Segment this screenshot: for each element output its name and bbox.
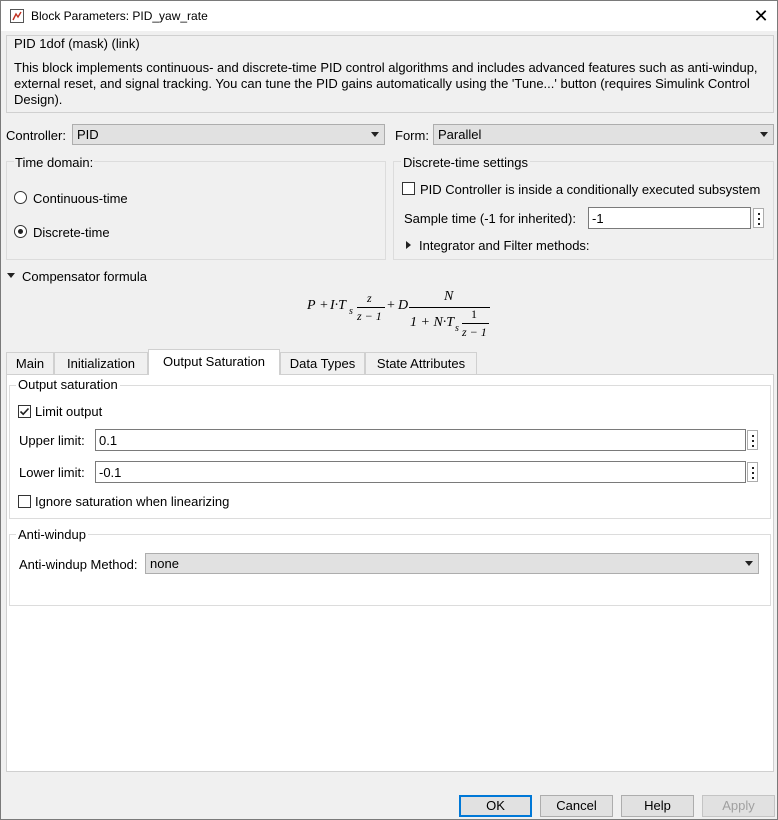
upper-limit-label: Upper limit: — [19, 433, 85, 448]
integrator-filter-methods-toggle[interactable]: Integrator and Filter methods: — [419, 238, 590, 253]
controller-value: PID — [77, 127, 99, 142]
form-dropdown[interactable] — [433, 124, 774, 145]
window-title: Block Parameters: PID_yaw_rate — [31, 9, 208, 23]
chevron-down-icon[interactable] — [7, 273, 15, 278]
apply-button[interactable]: Apply — [702, 795, 775, 817]
time-domain-title: Time domain: — [15, 155, 94, 170]
more-options-icon[interactable] — [747, 430, 758, 450]
limit-output-label: Limit output — [35, 404, 103, 419]
more-options-icon[interactable] — [753, 208, 764, 228]
continuous-time-label: Continuous-time — [33, 191, 128, 206]
upper-limit-input[interactable] — [95, 429, 746, 451]
discrete-time-label: Discrete-time — [33, 225, 110, 240]
anti-windup-method-label: Anti-windup Method: — [19, 557, 138, 572]
fraction-bar — [409, 307, 490, 308]
tab-main[interactable]: Main — [6, 352, 54, 374]
description-panel — [6, 35, 774, 113]
sample-time-input[interactable] — [588, 207, 751, 229]
discrete-time-settings-title: Discrete-time settings — [403, 155, 528, 170]
conditional-subsystem-checkbox[interactable] — [402, 182, 415, 195]
description-text: This block implements continuous- and discrete-time PID control algorithms and includes advanced features such as anti-windup, external reset, and signal tracking. You can tune the PID gains automatically using the 'Tune...' button (requires Simulink Control Design). — [14, 60, 758, 107]
more-options-icon[interactable] — [747, 462, 758, 482]
mask-name: PID 1dof (mask) (link) — [14, 36, 140, 51]
ignore-saturation-label: Ignore saturation when linearizing — [35, 494, 230, 509]
tab-initialization[interactable]: Initialization — [54, 352, 148, 374]
tab-data-types[interactable]: Data Types — [280, 352, 365, 374]
anti-windup-method-value: none — [150, 556, 179, 571]
chevron-right-icon[interactable] — [406, 241, 411, 249]
help-button[interactable]: Help — [621, 795, 694, 817]
fraction-bar — [357, 307, 385, 308]
close-icon[interactable]: ✕ — [753, 6, 769, 26]
chevron-down-icon — [745, 561, 753, 566]
anti-windup-title: Anti-windup — [18, 527, 86, 542]
conditional-subsystem-label: PID Controller is inside a conditionally executed subsystem — [420, 182, 761, 197]
cancel-button[interactable]: Cancel — [540, 795, 613, 817]
fraction-bar — [462, 323, 489, 324]
time-domain-group — [6, 161, 386, 260]
block-parameters-dialog: Block Parameters: PID_yaw_rate ✕ PID 1dof (mask) (link) This block implements continuous- and discrete-time PID control algorithms and includes advanced features such as anti-windup, external reset, and signal tracking. You can tune the PID gains automatically using the 'Tune...' button (requires Simulink Control Design). Controller: PID Form: Parallel Time domain: Continuous-time Discrete-time Discrete-time settings PID Controller is inside a conditionally executed subsystem Sample time (-1 for inherited): -1 Integrator and Filter methods: Compensator formula P + I·T s z z − 1 + D N 1 + N·T s 1 z − 1 Main Initialization Output Saturation Data Types State Attributes Output saturation Limit output Upper limit: 0.1 Lower limit: -0.1 Ignore saturation when linearizing Anti-windup Anti-windup Method: none OK Cancel Help Apply — [0, 0, 778, 820]
lower-limit-input[interactable] — [95, 461, 746, 483]
form-label: Form: — [395, 128, 429, 143]
anti-windup-method-dropdown[interactable] — [145, 553, 759, 574]
tab-output-saturation[interactable]: Output Saturation — [148, 349, 280, 375]
chevron-down-icon — [760, 132, 768, 137]
simulink-block-icon — [10, 9, 24, 23]
output-saturation-panel — [6, 374, 774, 772]
title-bar — [1, 1, 777, 31]
lower-limit-label: Lower limit: — [19, 465, 85, 480]
continuous-time-radio[interactable] — [14, 191, 27, 204]
ignore-saturation-checkbox[interactable] — [18, 495, 31, 508]
checkmark-icon — [19, 406, 30, 417]
limit-output-checkbox[interactable] — [18, 405, 31, 418]
ok-button[interactable]: OK — [459, 795, 532, 817]
controller-label: Controller: — [6, 128, 66, 143]
discrete-time-radio[interactable] — [14, 225, 27, 238]
form-value: Parallel — [438, 127, 482, 142]
controller-dropdown[interactable] — [72, 124, 385, 145]
radio-selected-dot — [18, 229, 23, 234]
sample-time-label: Sample time (-1 for inherited): — [404, 211, 576, 226]
tab-state-attributes[interactable]: State Attributes — [365, 352, 477, 374]
output-saturation-title: Output saturation — [18, 377, 118, 392]
compensator-formula-toggle[interactable]: Compensator formula — [22, 269, 147, 284]
chevron-down-icon — [371, 132, 379, 137]
